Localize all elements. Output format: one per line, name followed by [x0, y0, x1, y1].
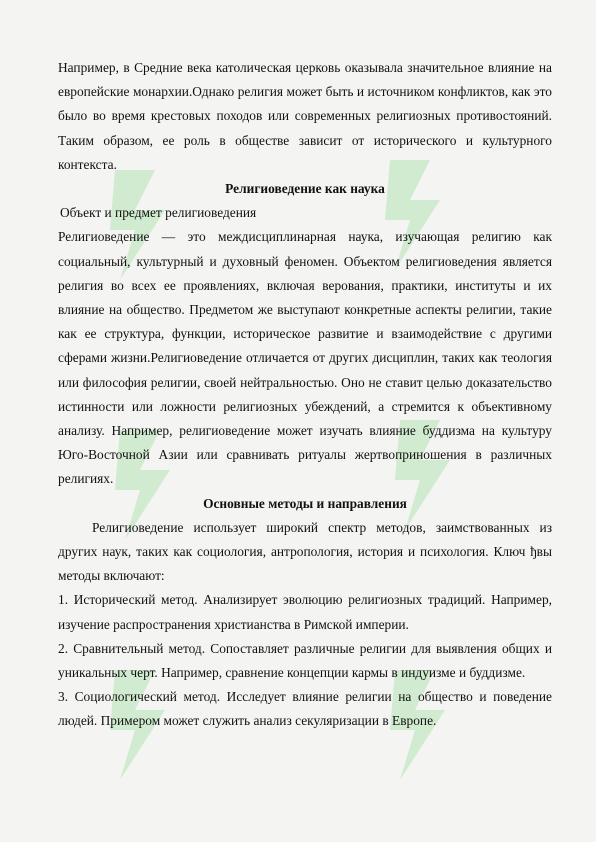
list-item-comparative-method: 2. Сравнительный метод. Сопоставляет различные религии для выявления общих и уникальных черт. Например, сравнение концепции кармы в индуизме и буддизме.	[58, 640, 552, 681]
subheading-object-subject: Объект и предмет религиоведения	[60, 205, 257, 221]
heading-methods: Основные методы и направления	[203, 495, 407, 511]
list-item-sociological-method: 3. Социологический метод. Исследует влияние религии на общество и поведение людей. Примером может служить анализ секуляризации в Европе.	[58, 689, 552, 729]
paragraph-intro: Например, в Средние века католическая церковь оказывала значительное влияние на европейские монархии.Однако религия может быть и источником конфликтов, как это было во время крестовых походов или современных религиозных противостояний. Таким образом, ее роль в обществе зависит от исторического и культурного контекста.	[58, 60, 552, 172]
list-item-historical-method: 1. Исторический метод. Анализирует эволюцию религиозных традиций. Например, изучение распространения христианства в Римской империи.	[58, 592, 552, 632]
paragraph-methods-intro: Религиоведение использует широкий спектр методов, заимствованных из других наук, таких как социология, антропология, история и психология. Ключ ђвы методы включают:	[58, 519, 552, 584]
document-body	[58, 56, 552, 734]
paragraph-definition: Религиоведение — это междисциплинарная наука, изучающая религию как социальный, культурный и духовный феномен. Объектом религиоведения является религия во всех ее проявлениях, включая верования, практики, институты и их влияние на общество. Предметом же выступают конкретные аспекты религии, такие как ее структура, функции, историческое развитие и взаимодействие с другими сферами жизни.Религиоведение отличается от других дисциплин, таких как теология или философия религии, своей нейтральностью. Оно не ставит целью доказательство истинности или ложности религиозных убеждений, а стремится к объективному анализу. Например, религиоведение может изучать влияние буддизма на культуру Юго-Восточной Азии или сравнивать ритуалы жертвоприношения в различных религиях.	[58, 229, 552, 487]
heading-religious-studies: Религиоведение как наука	[225, 181, 385, 197]
